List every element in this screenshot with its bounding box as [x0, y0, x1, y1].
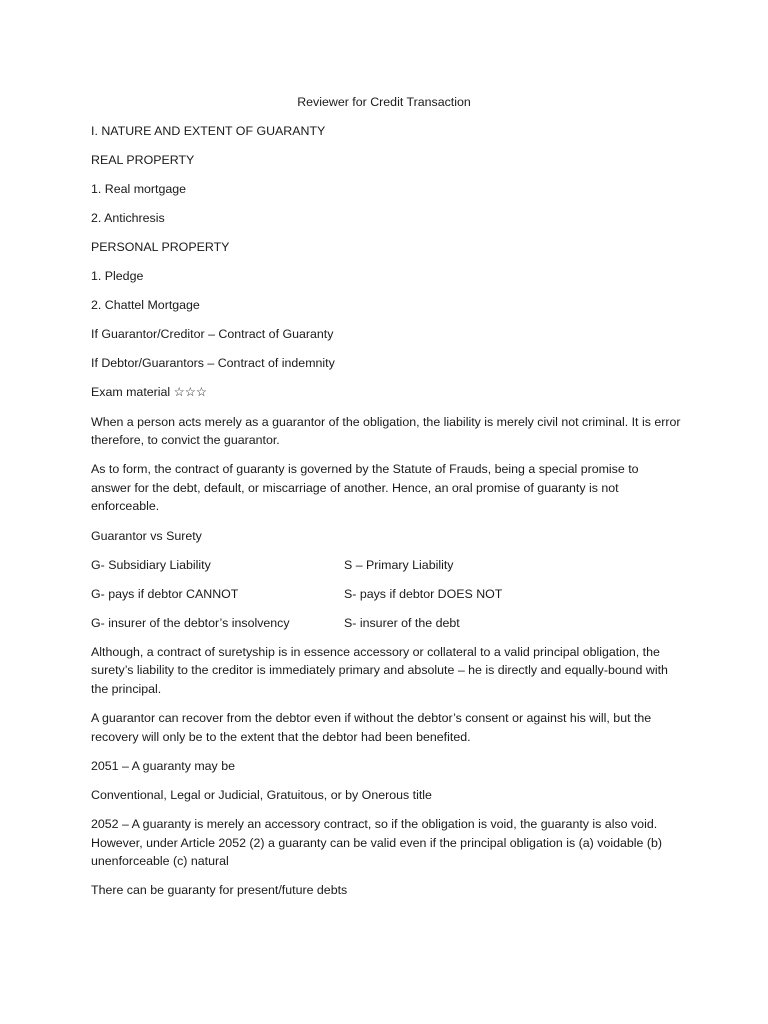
contract-line: If Guarantor/Creditor – Contract of Guaranty	[91, 327, 334, 342]
guarantor-cell: G- Subsidiary Liability	[91, 557, 211, 572]
article-2052: 2052 – A guaranty is merely an accessory contract, so if the obligation is void, the guaranty is also void. However, under Article 2052 (2) a guaranty can be valid even if the principal obligation is (a) voidable (b) unenforceable (c) natural	[91, 817, 662, 869]
future-debts-line: There can be guaranty for present/future debts	[91, 883, 348, 898]
guaranty-kinds: Conventional, Legal or Judicial, Gratuitous, or by Onerous title	[91, 787, 432, 802]
personal-property-item: 1. Pledge	[91, 269, 144, 284]
comparison-row	[91, 614, 681, 633]
personal-property-item: 2. Chattel Mortgage	[91, 298, 200, 313]
guarantor-cell: G- insurer of the debtor’s insolvency	[91, 615, 290, 630]
paragraph-suretyship: Although, a contract of suretyship is in essence accessory or collateral to a valid principal obligation, the surety’s liability to the creditor is immediately primary and absolute – he is directly and equally-bound with the principal.	[91, 644, 668, 697]
paragraph-form: As to form, the contract of guaranty is governed by the Statute of Frauds, being a special promise to answer for the debt, default, or miscarriage of another. Hence, an oral promise of guaranty is not enforceable.	[91, 462, 639, 514]
comparison-heading: Guarantor vs Surety	[91, 528, 202, 543]
personal-property-label: PERSONAL PROPERTY	[91, 239, 230, 254]
paragraph-liability: When a person acts merely as a guarantor of the obligation, the liability is merely civil not criminal. It is error therefore, to convict the guarantor.	[91, 414, 681, 448]
contract-line: If Debtor/Guarantors – Contract of indemnity	[91, 356, 335, 371]
document-body	[91, 93, 681, 910]
article-2051: 2051 – A guaranty may be	[91, 758, 235, 773]
section-heading: I. NATURE AND EXTENT OF GUARANTY	[91, 123, 326, 138]
surety-cell: S- insurer of the debt	[344, 615, 460, 630]
comparison-row	[91, 556, 681, 575]
exam-material-note: Exam material ☆☆☆	[91, 385, 207, 400]
real-property-item: 2. Antichresis	[91, 210, 165, 225]
surety-cell: S- pays if debtor DOES NOT	[344, 586, 503, 601]
real-property-item: 1. Real mortgage	[91, 181, 187, 196]
comparison-row	[91, 585, 681, 604]
paragraph-recovery: A guarantor can recover from the debtor even if without the debtor’s consent or against his will, but the recovery will only be to the extent that the debtor had been benefited.	[91, 711, 652, 744]
real-property-label: REAL PROPERTY	[91, 152, 195, 167]
surety-cell: S – Primary Liability	[344, 557, 454, 572]
guarantor-cell: G- pays if debtor CANNOT	[91, 586, 239, 601]
document-title: Reviewer for Credit Transaction	[297, 95, 471, 109]
